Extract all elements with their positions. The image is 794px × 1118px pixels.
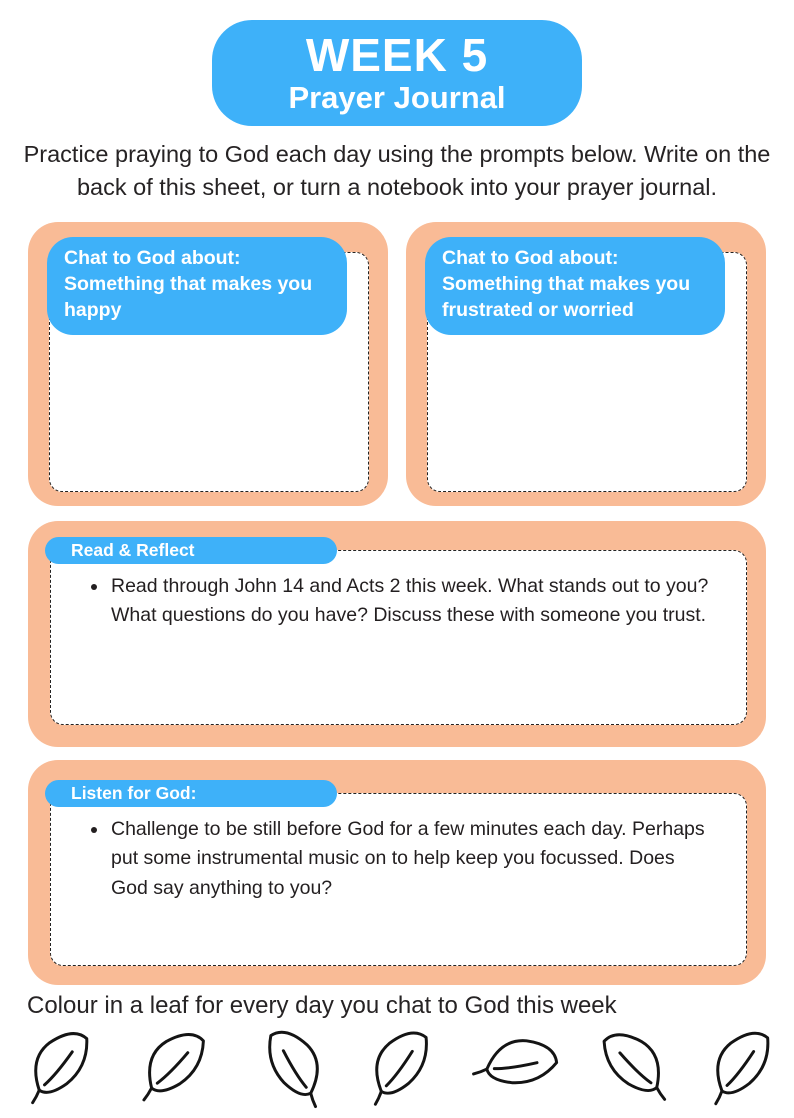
read-reflect-bullets: [51, 572, 711, 631]
week-title: WEEK 5: [305, 28, 489, 81]
listen-for-god-area: [50, 793, 747, 966]
journal-subtitle: Prayer Journal: [288, 80, 506, 116]
header-banner: [212, 20, 582, 126]
leaf-outline-icon: [252, 1027, 328, 1113]
chat-bubble-subtitle: Something that makes you frustrated or worried: [442, 272, 691, 321]
leaf-outline-icon: [369, 1029, 439, 1110]
leaf-outline-icon: [30, 1031, 96, 1109]
chat-bubble-subtitle: Something that makes you happy: [64, 272, 313, 321]
read-reflect-area: [50, 550, 747, 725]
listen-for-god-label: Listen for God:: [45, 780, 337, 807]
leaf-row: [30, 1030, 778, 1110]
chat-box-happy: [28, 222, 388, 506]
listen-for-god-section: [28, 760, 766, 985]
intro-text: Practice praying to God each day using the prompts below. Write on the back of this sheet, or turn a notebook into your prayer journal.: [23, 141, 771, 201]
leaf-outline-icon: [711, 1030, 780, 1110]
read-reflect-section: [28, 521, 766, 747]
leaf-outline-icon: [467, 1019, 568, 1118]
leaf-outline-icon: [594, 1028, 668, 1112]
listen-for-god-bullets: [51, 815, 711, 903]
listen-for-god-bullet: • Challenge to be still before God for a few minutes each day. Perhaps put some instrumental music on to help keep you focussed. Does God say anything to you?: [109, 815, 711, 903]
chat-box-frustrated: [406, 222, 766, 506]
leaf-instruction: Colour in a leaf for every day you chat to God this week: [27, 992, 617, 1019]
leaf-outline-icon: [140, 1028, 213, 1111]
chat-bubble-happy: [47, 237, 347, 335]
chat-bubble-frustrated: [425, 237, 725, 335]
chat-bubble-title: Chat to God about:: [64, 247, 241, 269]
read-reflect-bullet: • Read through John 14 and Acts 2 this week. What stands out to you? What questions do you have? Discuss these with someone you trust.: [109, 572, 711, 631]
chat-bubble-title: Chat to God about:: [442, 247, 619, 269]
read-reflect-label: Read & Reflect: [45, 537, 337, 564]
